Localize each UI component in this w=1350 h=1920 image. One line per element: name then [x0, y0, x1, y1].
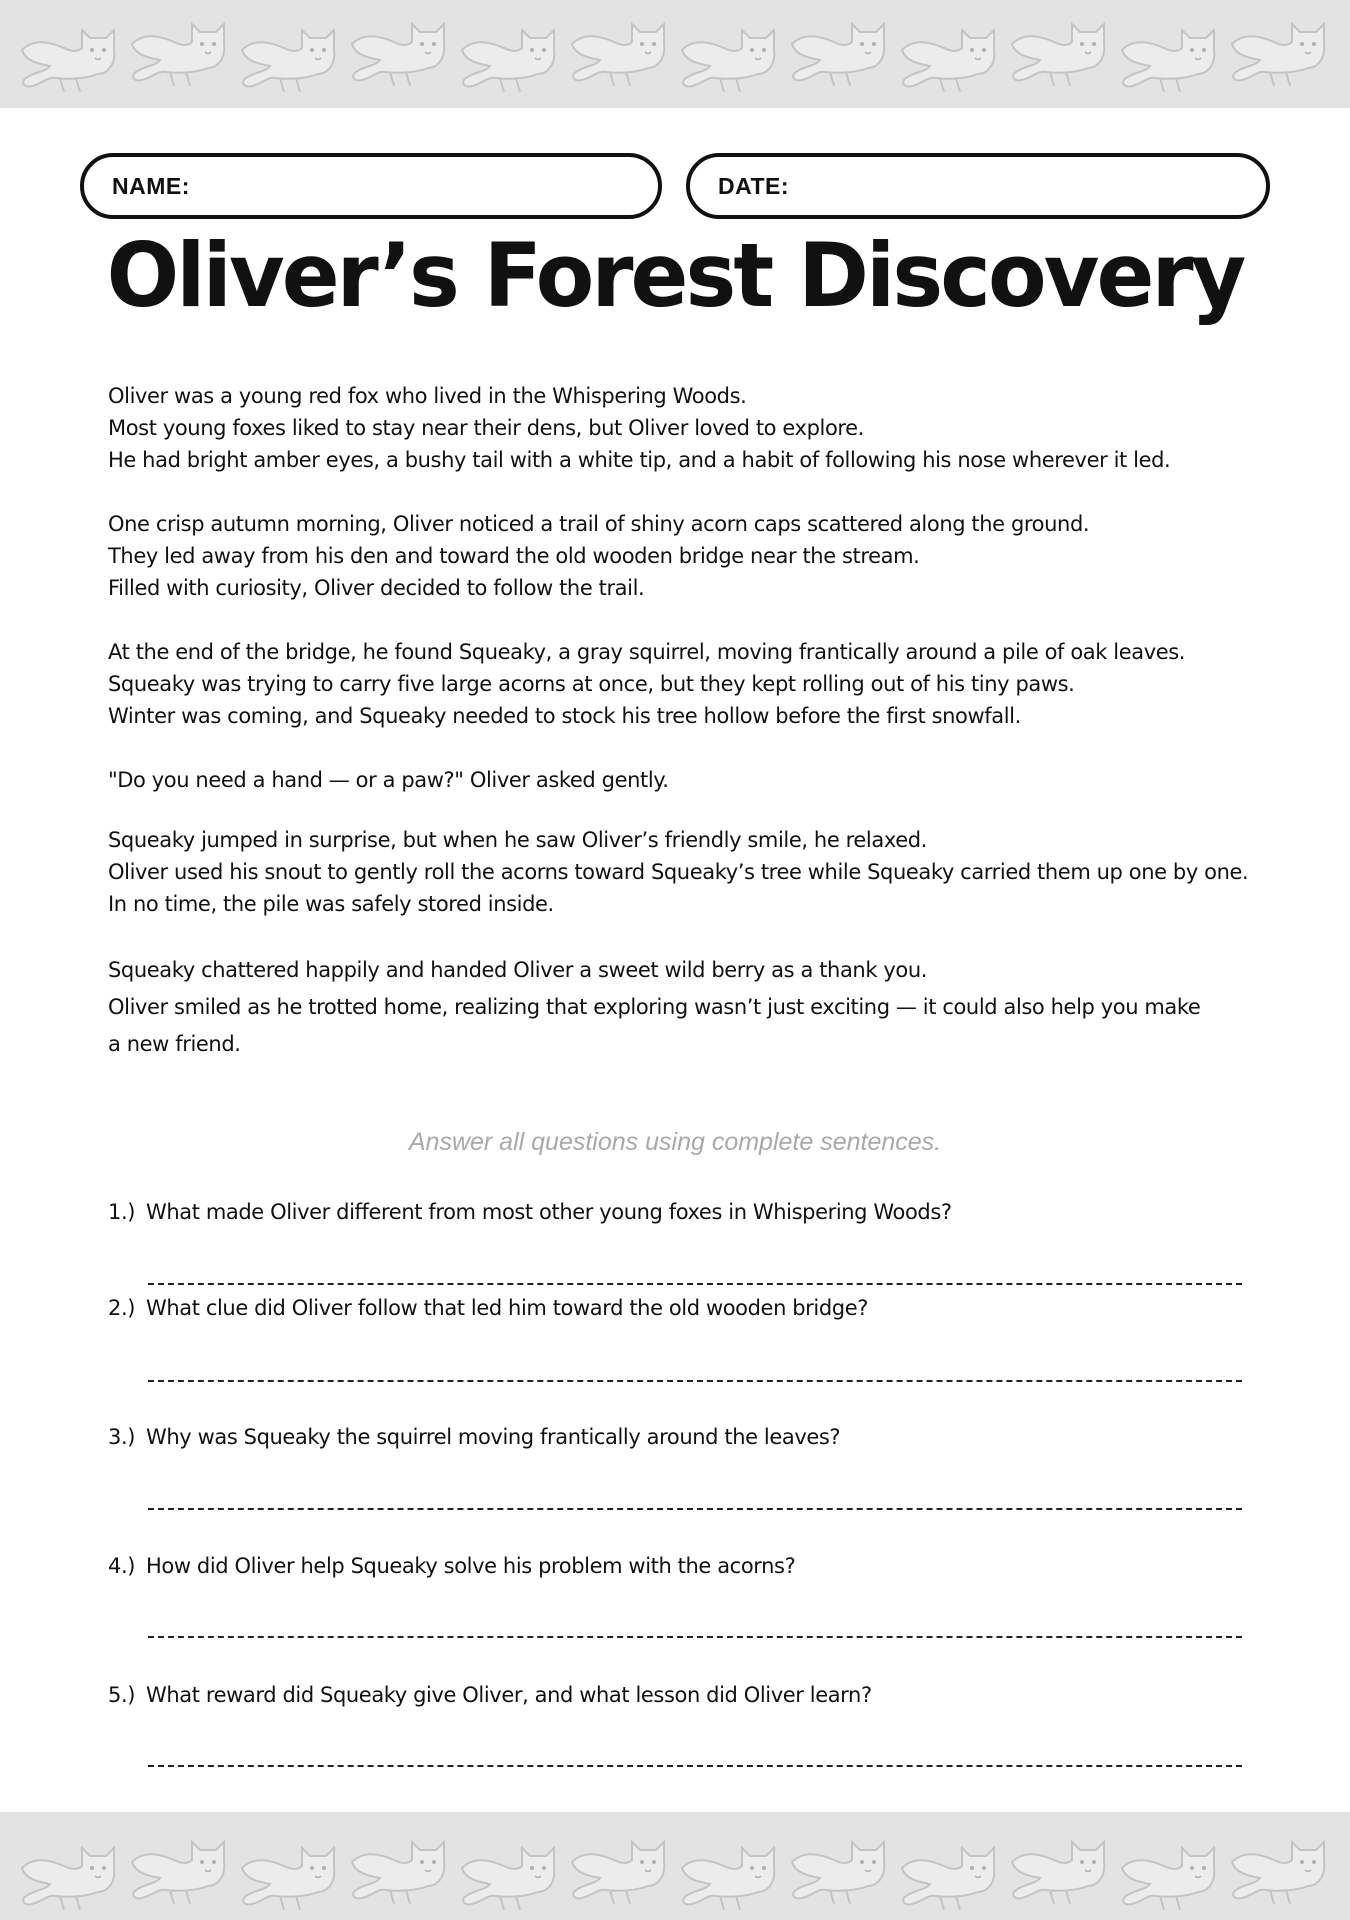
cat-pattern — [0, 1812, 1350, 1920]
cat-icon — [22, 1842, 1324, 1910]
question-text: Why was Squeaky the squirrel moving frantically around the leaves? — [146, 1425, 841, 1449]
story-line: a new friend. — [108, 1032, 241, 1056]
name-field[interactable] — [80, 153, 662, 219]
question-number: 5.) — [108, 1683, 136, 1707]
story-line: One crisp autumn morning, Oliver noticed a trail of shiny acorn caps scattered along the ground. — [108, 512, 1090, 536]
page-title: Oliver’s Forest Discovery — [106, 224, 1244, 327]
story-line: He had bright amber eyes, a bushy tail with a white tip, and a habit of following his nose wherever it led. — [108, 448, 1171, 472]
cat-pattern — [0, 0, 1350, 108]
date-field[interactable] — [686, 153, 1270, 219]
story-line: Oliver smiled as he trotted home, realizing that exploring wasn’t just exciting — it could also help you make — [108, 995, 1201, 1019]
date-label: DATE: — [718, 172, 790, 199]
question-number: 2.) — [108, 1296, 136, 1320]
story-line: Squeaky was trying to carry five large acorns at once, but they kept rolling out of his tiny paws. — [108, 672, 1075, 696]
question-number: 3.) — [108, 1425, 136, 1449]
bottom-decorative-band — [0, 1812, 1350, 1920]
story-line: At the end of the bridge, he found Squeaky, a gray squirrel, moving frantically around a pile of oak leaves. — [108, 640, 1186, 664]
story-paragraph — [108, 380, 1258, 476]
story-paragraph — [108, 824, 1258, 920]
story-paragraph — [108, 952, 1258, 1063]
story-line: "Do you need a hand — or a paw?" Oliver asked gently. — [108, 768, 669, 792]
story-line: Oliver used his snout to gently roll the acorns toward Squeaky’s tree while Squeaky carried them up one by one. — [108, 860, 1249, 884]
question-text: What clue did Oliver follow that led him toward the old wooden bridge? — [146, 1296, 868, 1320]
answer-line[interactable] — [148, 1283, 1242, 1285]
cat-icon — [22, 24, 1324, 92]
top-decorative-band — [0, 0, 1350, 108]
story-line: They led away from his den and toward the old wooden bridge near the stream. — [108, 544, 920, 568]
story-line: In no time, the pile was safely stored inside. — [108, 892, 554, 916]
question-text: What reward did Squeaky give Oliver, and what lesson did Oliver learn? — [146, 1683, 872, 1707]
story-line: Oliver was a young red fox who lived in the Whispering Woods. — [108, 384, 747, 408]
story-paragraph — [108, 764, 1258, 796]
question-text: What made Oliver different from most other young foxes in Whispering Woods? — [146, 1200, 952, 1224]
story-line: Most young foxes liked to stay near their dens, but Oliver loved to explore. — [108, 416, 864, 440]
instructions-text: Answer all questions using complete sentences. — [408, 1128, 942, 1156]
story-line: Winter was coming, and Squeaky needed to stock his tree hollow before the first snowfall. — [108, 704, 1021, 728]
answer-line[interactable] — [148, 1765, 1242, 1767]
question-number: 4.) — [108, 1554, 136, 1578]
story-paragraph — [108, 508, 1258, 604]
story-paragraph — [108, 636, 1258, 732]
name-label: NAME: — [112, 172, 190, 199]
answer-line[interactable] — [148, 1636, 1242, 1638]
question-number: 1.) — [108, 1200, 136, 1224]
answer-line[interactable] — [148, 1508, 1242, 1510]
story-line: Squeaky jumped in surprise, but when he saw Oliver’s friendly smile, he relaxed. — [108, 828, 927, 852]
story-line: Filled with curiosity, Oliver decided to follow the trail. — [108, 576, 645, 600]
story-line: Squeaky chattered happily and handed Oliver a sweet wild berry as a thank you. — [108, 958, 928, 982]
story-text — [108, 380, 1258, 1095]
question-text: How did Oliver help Squeaky solve his problem with the acorns? — [146, 1554, 796, 1578]
answer-line[interactable] — [148, 1380, 1242, 1382]
